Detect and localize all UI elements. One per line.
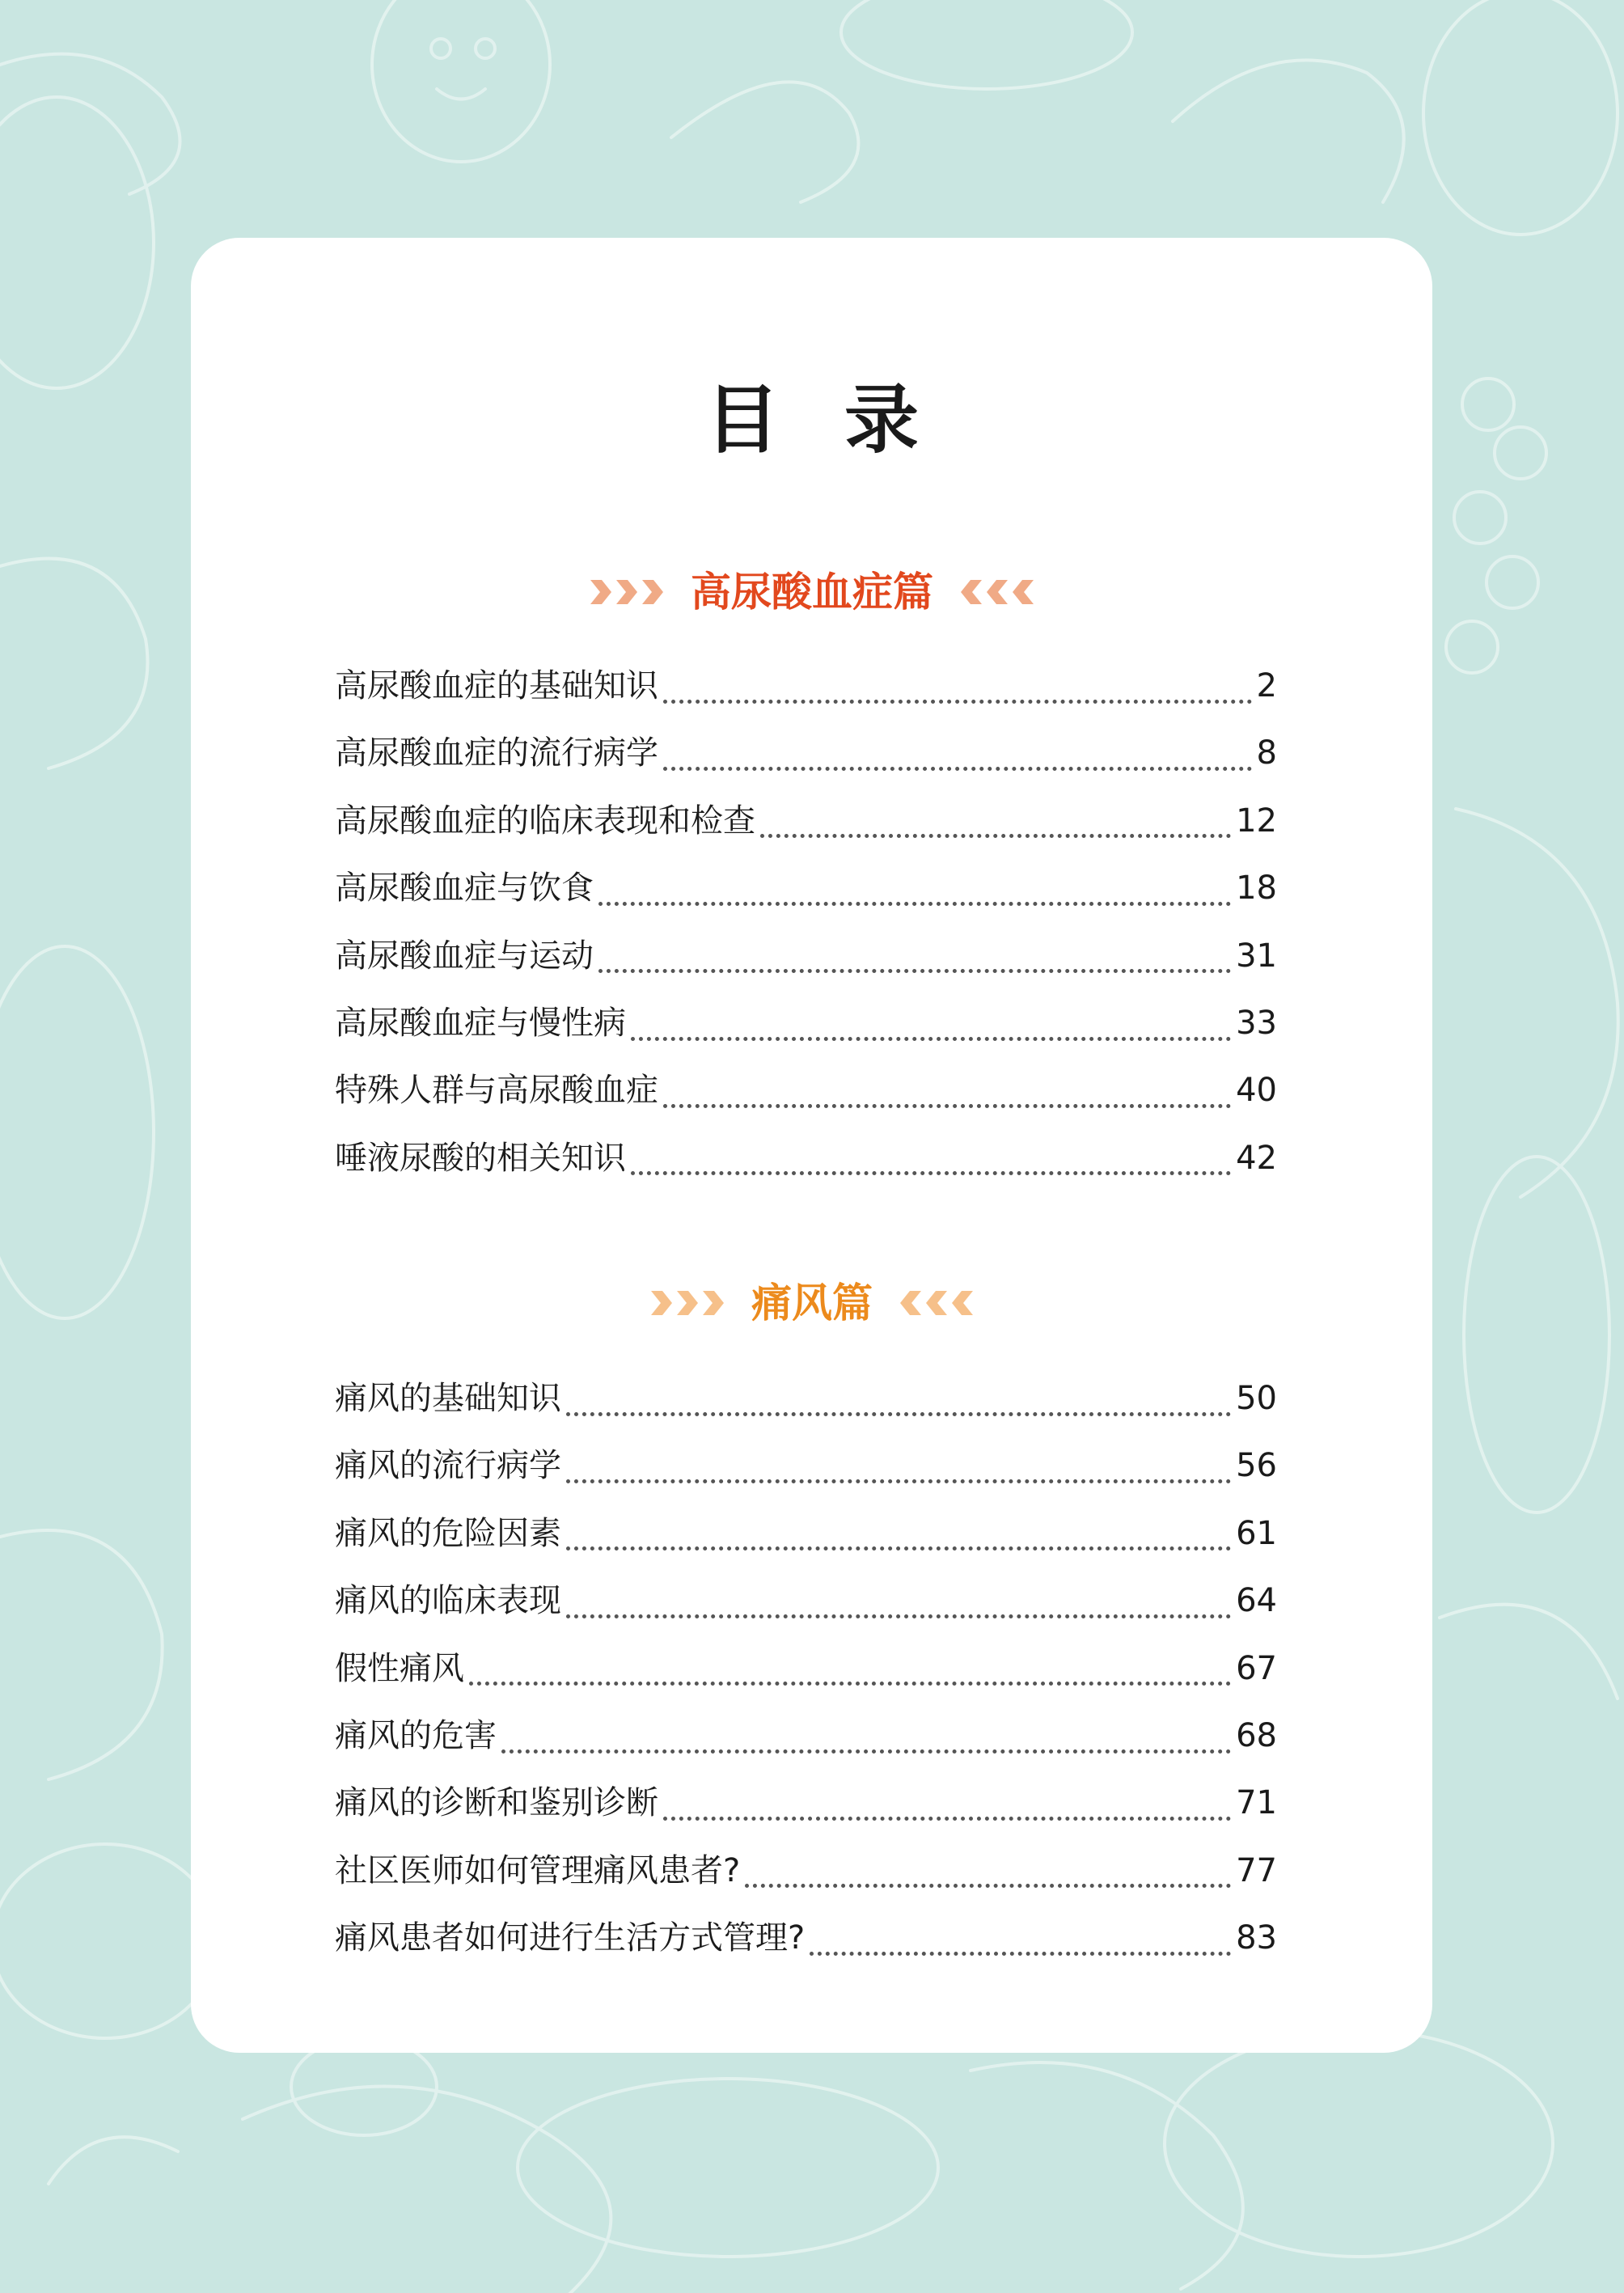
toc-entry[interactable] xyxy=(335,1567,1277,1635)
dot-leader xyxy=(566,1479,1231,1483)
entry-title: 高尿酸血症与慢性病 xyxy=(335,1004,626,1042)
dot-leader xyxy=(469,1681,1231,1686)
right-arrows-icon xyxy=(590,580,663,604)
entry-title: 高尿酸血症与运动 xyxy=(335,937,594,975)
toc-entry[interactable] xyxy=(335,1703,1277,1770)
dot-leader xyxy=(566,1411,1231,1416)
right-arrows-icon xyxy=(651,1291,724,1315)
section-title: 痛风篇 xyxy=(751,1280,873,1326)
entry-title: 高尿酸血症与饮食 xyxy=(335,869,594,907)
toc-entry[interactable] xyxy=(335,1838,1277,1905)
toc-entry[interactable] xyxy=(335,1057,1277,1124)
entry-title: 痛风的危害 xyxy=(335,1716,497,1754)
dot-leader xyxy=(598,901,1231,906)
left-arrows-icon xyxy=(900,1291,973,1315)
toc-entry[interactable] xyxy=(335,1500,1277,1567)
page-number: 31 xyxy=(1236,937,1277,975)
toc-entry[interactable] xyxy=(335,720,1277,787)
dot-leader xyxy=(663,1816,1231,1821)
page-number: 67 xyxy=(1236,1649,1277,1687)
toc-entry[interactable] xyxy=(335,1635,1277,1703)
toc-entry[interactable] xyxy=(335,855,1277,922)
toc-entry[interactable] xyxy=(335,1770,1277,1837)
page-number: 56 xyxy=(1236,1447,1277,1485)
dot-leader xyxy=(810,1951,1231,1956)
toc-entry[interactable] xyxy=(335,990,1277,1057)
page-number: 77 xyxy=(1236,1851,1277,1889)
page-number: 40 xyxy=(1236,1072,1277,1110)
dot-leader xyxy=(663,1103,1231,1108)
toc-entry[interactable] xyxy=(335,923,1277,990)
entry-title: 高尿酸血症的临床表现和检查 xyxy=(335,802,755,840)
page-number: 61 xyxy=(1236,1514,1277,1552)
entry-title: 高尿酸血症的基础知识 xyxy=(335,667,658,704)
page-number: 8 xyxy=(1256,734,1277,772)
entry-title: 痛风的诊断和鉴别诊断 xyxy=(335,1784,658,1822)
page-number: 50 xyxy=(1236,1380,1277,1417)
dot-leader xyxy=(631,1036,1231,1041)
section-header-hyperuricemia xyxy=(0,564,1624,620)
page-number: 83 xyxy=(1236,1919,1277,1957)
entry-title: 特殊人群与高尿酸血症 xyxy=(335,1072,658,1110)
entry-title: 唾液尿酸的相关知识 xyxy=(335,1139,626,1177)
page-number: 12 xyxy=(1236,802,1277,840)
dot-leader xyxy=(598,968,1231,973)
dot-leader xyxy=(501,1749,1231,1754)
entry-title: 痛风的基础知识 xyxy=(335,1380,561,1417)
dot-leader xyxy=(631,1170,1231,1175)
page-number: 2 xyxy=(1256,667,1277,704)
toc-entry[interactable] xyxy=(335,1365,1277,1432)
toc-entry[interactable] xyxy=(335,788,1277,855)
toc-entry[interactable] xyxy=(335,653,1277,720)
dot-leader xyxy=(745,1883,1231,1888)
section-title: 高尿酸血症篇 xyxy=(691,569,933,616)
dot-leader xyxy=(566,1614,1231,1618)
left-arrows-icon xyxy=(961,580,1034,604)
toc-entry[interactable] xyxy=(335,1125,1277,1192)
dot-leader xyxy=(760,833,1231,838)
page-number: 18 xyxy=(1236,869,1277,907)
entry-title: 社区医师如何管理痛风患者? xyxy=(335,1851,741,1889)
page-number: 42 xyxy=(1236,1139,1277,1177)
entry-title: 痛风的危险因素 xyxy=(335,1514,561,1552)
dot-leader xyxy=(663,699,1252,704)
dot-leader xyxy=(663,766,1252,771)
entry-title: 假性痛风 xyxy=(335,1649,464,1687)
page-number: 33 xyxy=(1236,1004,1277,1042)
toc-list-gout xyxy=(335,1365,1277,1973)
page-number: 64 xyxy=(1236,1582,1277,1620)
entry-title: 痛风的临床表现 xyxy=(335,1582,561,1620)
entry-title: 高尿酸血症的流行病学 xyxy=(335,734,658,772)
toc-list-hyperuricemia xyxy=(335,653,1277,1192)
page-number: 71 xyxy=(1236,1784,1277,1822)
entry-title: 痛风的流行病学 xyxy=(335,1447,561,1485)
page-title: 目录 xyxy=(704,377,983,463)
page-number: 68 xyxy=(1236,1716,1277,1754)
toc-entry[interactable] xyxy=(335,1905,1277,1972)
dot-leader xyxy=(566,1546,1231,1551)
section-header-gout xyxy=(0,1275,1624,1331)
entry-title: 痛风患者如何进行生活方式管理? xyxy=(335,1919,806,1957)
toc-entry[interactable] xyxy=(335,1432,1277,1500)
